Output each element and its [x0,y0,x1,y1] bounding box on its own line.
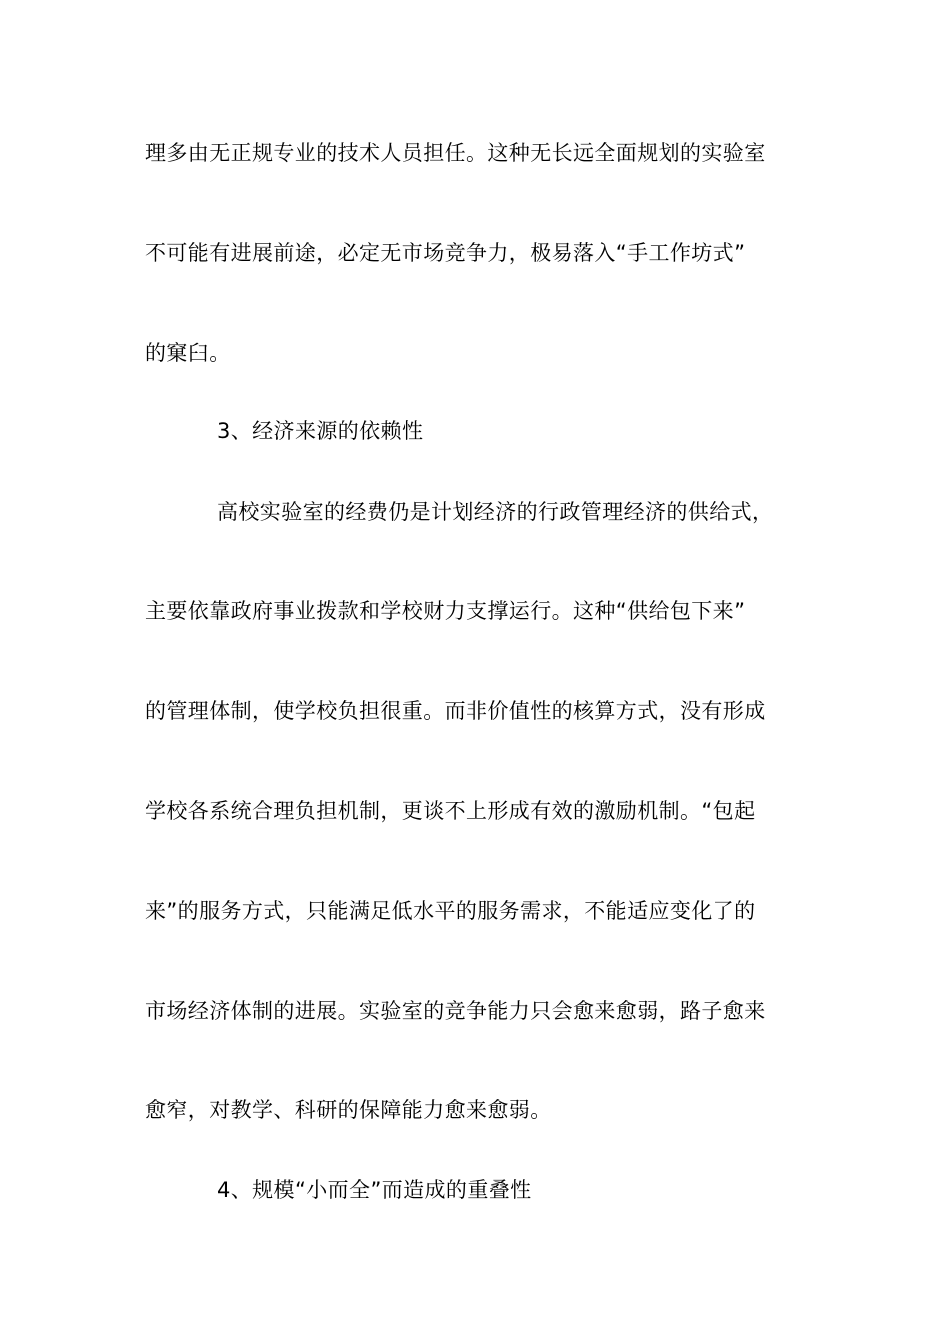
body-text-line: 主要依靠政府事业拨款和学校财力支撑运行。这种“供给包下来” [145,599,746,623]
body-text-line: 来”的服务方式，只能满足低水平的服务需求，不能适应变化了的 [145,899,756,923]
body-text-line: 理多由无正规专业的技术人员担任。这种无长远全面规划的实验室 [145,141,766,165]
body-text-line: 不可能有进展前途，必定无市场竞争力，极易落入“手工作坊式” [145,241,746,265]
section-heading-3: 3、经济来源的依赖性 [217,419,424,443]
body-text-line: 的窠臼。 [145,341,231,365]
body-text-line: 市场经济体制的进展。实验室的竞争能力只会愈来愈弱，路子愈来 [145,999,766,1023]
body-text-line: 愈窄，对教学、科研的保障能力愈来愈弱。 [145,1098,552,1122]
paragraph-first-line: 高校实验室的经费仍是计划经济的行政管理经济的供给式， [217,500,774,524]
section-heading-4: 4、规模“小而全”而造成的重叠性 [217,1178,532,1202]
body-text-line: 的管理体制，使学校负担很重。而非价值性的核算方式，没有形成 [145,699,766,723]
body-text-line: 学校各系统合理负担机制，更谈不上形成有效的激励机制。“包起 [145,799,756,823]
